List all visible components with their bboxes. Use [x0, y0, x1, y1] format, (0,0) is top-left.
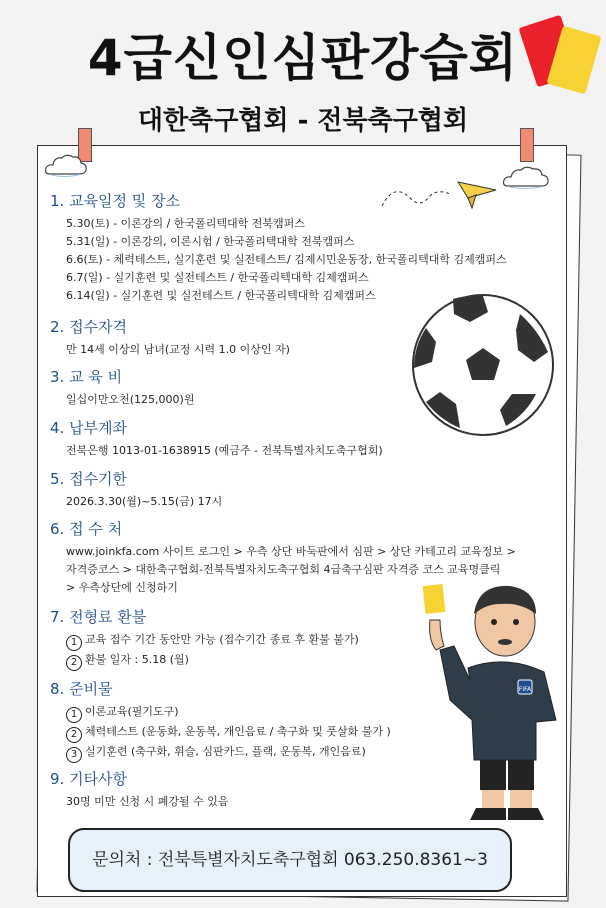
section-7	[50, 606, 359, 671]
section-heading: 3. 교 육 비	[50, 368, 123, 386]
section-line: 실기훈련 (축구화, 휘슬, 심판카드, 플랙, 운동복, 개인음료)	[85, 745, 366, 758]
section-line: 5.31(일) - 이론강의, 이론시험 / 한국폴리텍대학 전북캠퍼스	[66, 235, 355, 248]
section-heading: 6. 접 수 처	[50, 520, 123, 538]
section-line: > 우측상단에 신청하기	[66, 581, 178, 594]
section-line-item	[66, 631, 359, 651]
section-heading: 1. 교육일정 및 장소	[50, 192, 181, 210]
section-2	[50, 316, 290, 359]
section-heading: 8. 준비물	[50, 680, 113, 698]
section-4	[50, 417, 383, 460]
section-line: 자격증코스 > 대한축구협회-전북특별자치도축구협회 4급축구심판 자격증 코스 교육명클릭	[66, 563, 501, 576]
section-line-item	[66, 723, 391, 743]
section-line: 6.7(일) - 실기훈련 및 실전테스트 / 한국폴리텍대학 김제캠퍼스	[66, 271, 369, 284]
contact-box: 문의처 : 전북특별자치도축구협회 063.250.8361~3	[68, 828, 512, 892]
fifa-badge: FIFA	[518, 686, 532, 693]
section-line: 일십이만오천(125,000)원	[66, 393, 195, 406]
section-heading: 2. 접수자격	[50, 318, 128, 336]
section-8	[50, 678, 391, 763]
circled-number: 2	[66, 655, 82, 671]
subtitle: 대한축구협회 - 전북축구협회	[137, 106, 469, 136]
section-line: 만 14세 이상의 남녀(교정 시력 1.0 이상인 자)	[66, 343, 290, 356]
referee-illustration	[410, 580, 570, 825]
section-line: 체력테스트 (운동화, 운동복, 개인음료 / 축구화 및 풋살화 불가 )	[85, 725, 391, 738]
section-heading: 9. 기타사항	[50, 770, 128, 788]
section-3	[50, 366, 194, 409]
section-line: 이론교육(필기도구)	[85, 705, 179, 718]
section-heading: 4. 납부계좌	[50, 419, 128, 437]
section-5	[50, 468, 222, 511]
tape-right	[520, 128, 534, 162]
circled-number: 1	[66, 635, 82, 651]
circled-number: 1	[66, 707, 82, 723]
section-line: www.joinkfa.com 사이트 로그인 > 우측 상단 바둑판에서 심판 > 상단 카테고리 교육정보 >	[66, 545, 516, 558]
circled-number: 2	[66, 727, 82, 743]
section-line-item	[66, 703, 391, 723]
section-9	[50, 768, 229, 811]
section-6	[50, 518, 516, 597]
section-line-item	[66, 651, 359, 671]
section-heading: 5. 접수기한	[50, 470, 128, 488]
section-line: 5.30(토) - 이론강의 / 한국폴리텍대학 전북캠퍼스	[66, 217, 305, 230]
title: 4급신인심판강습회	[87, 29, 519, 87]
section-line: 6.6(토) - 체력테스트, 실기훈련 및 실전테스트/ 김제시민운동장, 한국폴리텍대학 김제캠퍼스	[66, 253, 507, 266]
section-heading: 7. 전형료 환불	[50, 608, 147, 626]
cloud-right-icon	[502, 164, 552, 190]
section-line: 30명 미만 신청 시 폐강될 수 있음	[66, 795, 229, 808]
soccer-ball-icon	[408, 290, 558, 440]
section-line: 전북은행 1013-01-1638915 (예금주 - 전북특별자치도축구협회)	[66, 444, 383, 457]
section-line: 6.14(일) - 실기훈련 및 실전테스트 / 한국폴리텍대학 김제캠퍼스	[66, 289, 376, 302]
cloud-left-icon	[44, 152, 88, 178]
section-line: 2026.3.30(월)~5.15(금) 17시	[66, 495, 223, 508]
section-line: 교육 접수 기간 동안만 가능 (접수기간 종료 후 환불 불가)	[85, 633, 359, 646]
section-1	[50, 190, 507, 305]
circled-number: 3	[66, 747, 82, 763]
section-line-item	[66, 743, 391, 763]
section-line: 환불 일자 : 5.18 (월)	[85, 653, 189, 666]
